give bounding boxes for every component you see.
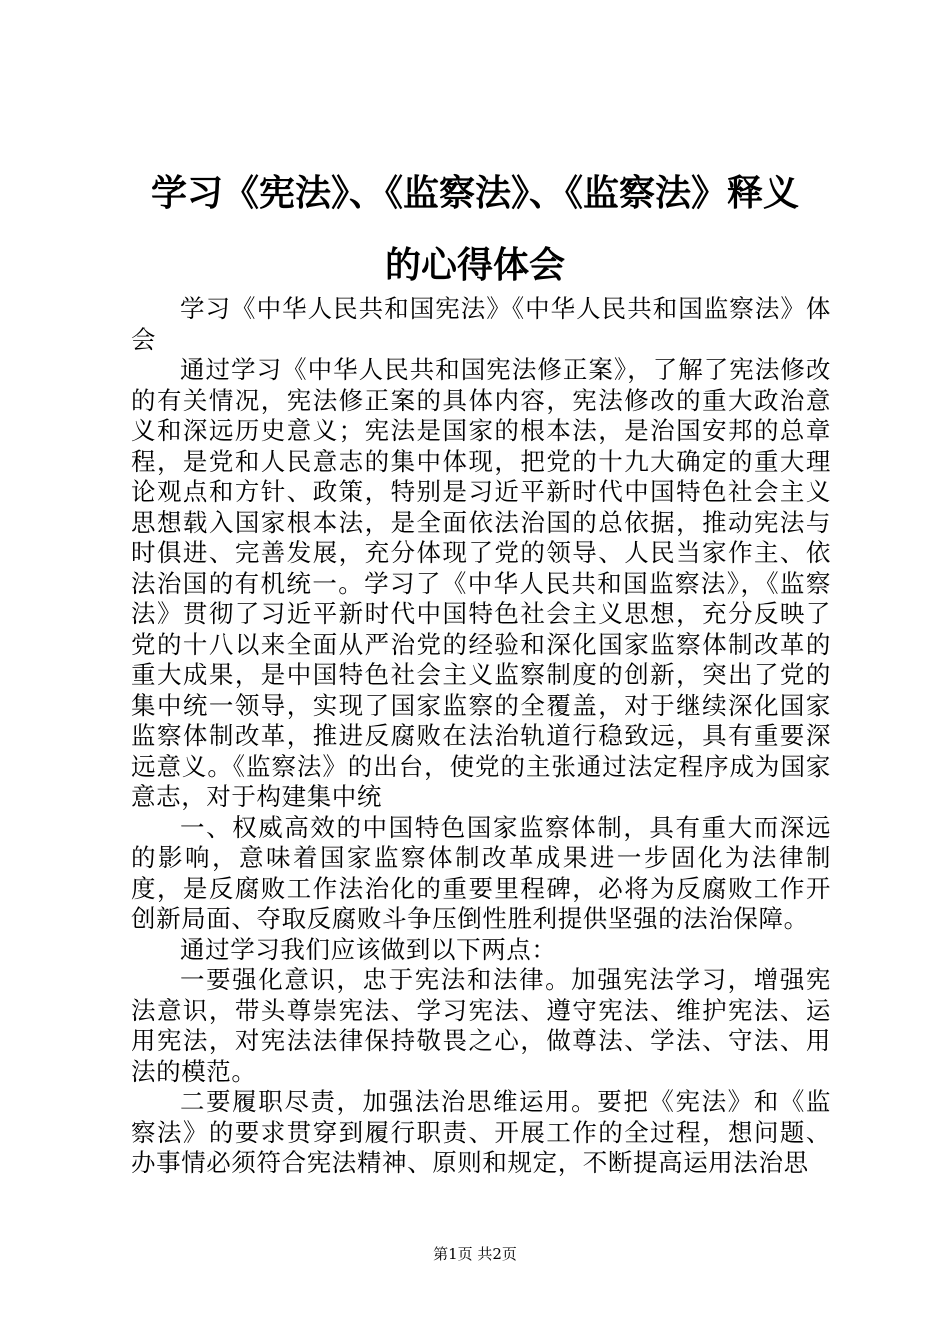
document-title (120, 158, 830, 302)
paragraph-6: 二要履职尽责，加强法治思维运用。要把《宪法》和《监察法》的要求贯穿到履行职责、开展工作的全过程，想问题、办事情必须符合宪法精神、原则和规定，不断提高运用法治思 (131, 1087, 831, 1177)
page-footer: 第1页 共2页 (433, 1245, 517, 1263)
paragraph-1: 学习《中华人民共和国宪法》《中华人民共和国监察法》体会 (131, 294, 831, 354)
paragraph-3: 一、权威高效的中国特色国家监察体制，具有重大而深远的影响，意味着国家监察体制改革成果进一步固化为法律制度，是反腐败工作法治化的重要里程碑，必将为反腐败工作开创新局面、夺取反腐败斗争压倒性胜利提供坚强的法治保障。 (131, 812, 831, 933)
title-line-2: 的心得体会 (384, 245, 565, 286)
paragraph-2: 通过学习《中华人民共和国宪法修正案》，了解了宪法修改的有关情况，宪法修正案的具体内容，宪法修改的重大政治意义和深远历史意义；宪法是国家的根本法，是治国安邦的总章程，是党和人民意志的集中体现，把党的十九大确定的重大理论观点和方针、政策，特别是习近平新时代中国特色社会主义思想载入国家根本法，是全面依法治国的总依据，推动宪法与时俱进、完善发展，充分体现了党的领导、人民当家作主、依法治国的有机统一。学习了《中华人民共和国监察法》，《监察法》贯彻了习近平新时代中国特色社会主义思想，充分反映了党的十八以来全面从严治党的经验和深化国家监察体制改革的重大成果，是中国特色社会主义监察制度的创新，突出了党的集中统一领导，实现了国家监察的全覆盖，对于继续深化国家监察体制改革，推进反腐败在法治轨道行稳致远，具有重要深远意义。《监察法》的出台，使党的主张通过法定程序成为国家意志，对于构建集中统 (131, 355, 831, 811)
document-body (131, 294, 831, 1179)
paragraph-5: 一要强化意识，忠于宪法和法律。加强宪法学习，增强宪法意识，带头尊崇宪法、学习宪法、遵守宪法、维护宪法、运用宪法，对宪法法律保持敬畏之心，做尊法、学法、守法、用法的模范。 (131, 965, 831, 1086)
title-line-1: 学习《宪法》、《监察法》、《监察法》释义 (150, 173, 799, 214)
paragraph-4: 通过学习我们应该做到以下两点： (180, 934, 557, 964)
